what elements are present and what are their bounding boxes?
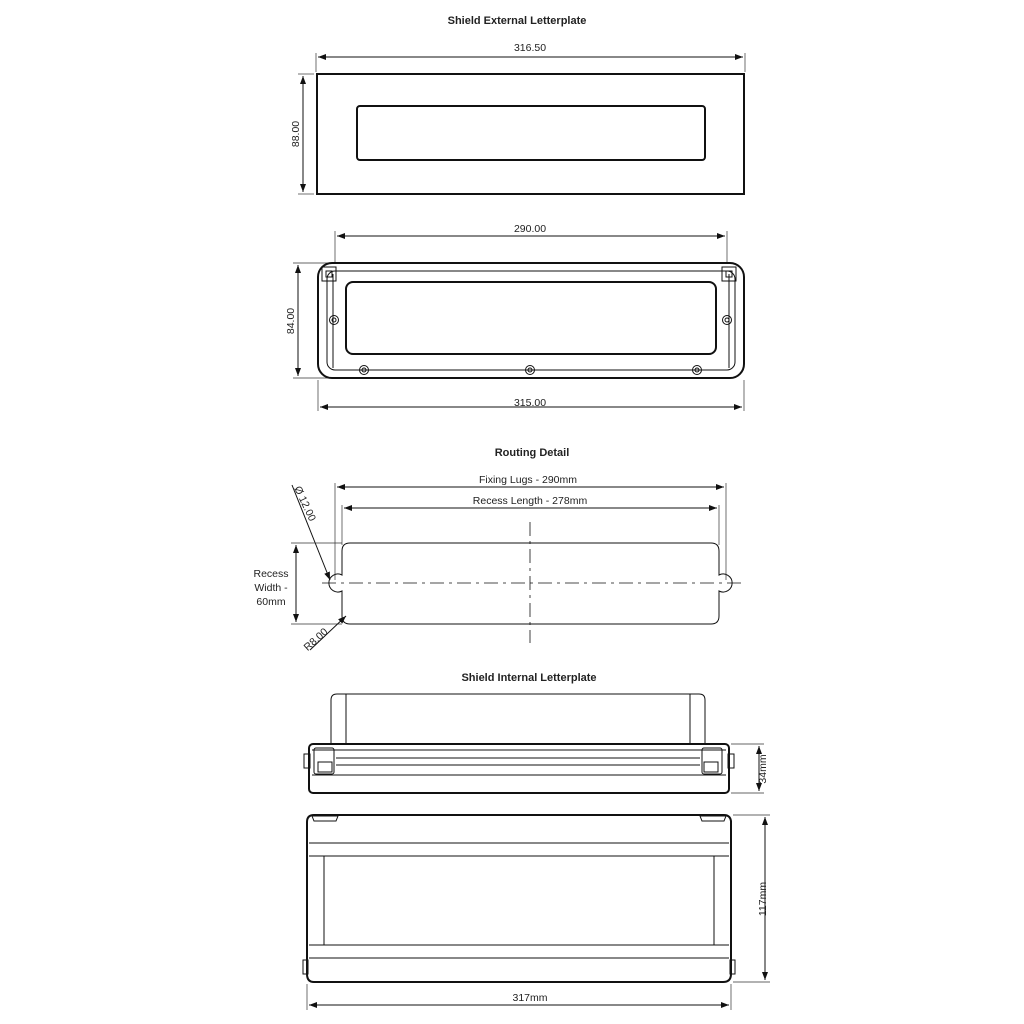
depth-label: 34mm	[757, 754, 769, 784]
screw-right-inner	[725, 318, 729, 322]
back-height-label: 84.00	[285, 307, 297, 335]
external-letterplate-back	[285, 223, 744, 411]
ext-plate-flap	[357, 106, 705, 160]
recess-outline	[329, 543, 732, 624]
side-left-bracket	[314, 748, 334, 774]
recess-length-label: Recess Length - 278mm	[472, 495, 588, 507]
internal-letterplate-front	[303, 815, 770, 1010]
routing-title: Routing Detail	[494, 447, 570, 459]
external-title: Shield External Letterplate	[447, 15, 587, 27]
back-screws	[330, 316, 732, 375]
front-width-label: 317mm	[512, 992, 548, 1004]
radius-label: R8.00	[301, 625, 331, 654]
recess-width-line2: Width -	[254, 582, 288, 594]
screw-right	[723, 316, 732, 325]
recess-width-line3: 60mm	[256, 596, 286, 608]
back-body-outer	[318, 263, 744, 378]
front-height-label: 117mm	[757, 881, 769, 917]
back-body-inner	[327, 271, 735, 370]
back-bottom-width-label: 315.00	[513, 397, 547, 409]
side-right-bracket-inner	[704, 762, 718, 772]
ext-height-label: 88.00	[290, 120, 302, 148]
hood-outline	[331, 694, 705, 744]
front-right-top-lug	[700, 816, 726, 821]
fixing-lugs-label: Fixing Lugs - 290mm	[478, 474, 578, 486]
front-left-top-lug	[312, 816, 338, 821]
internal-title: Shield Internal Letterplate	[461, 672, 597, 684]
ext-plate-outline	[317, 74, 744, 194]
diameter-label: Ø 12.00	[291, 484, 319, 524]
back-top-width-label: 290.00	[513, 223, 547, 235]
internal-side-body	[309, 744, 729, 793]
side-left-bracket-inner	[318, 762, 332, 772]
internal-letterplate-side	[304, 672, 769, 793]
screw-left	[330, 316, 339, 325]
side-right-bracket	[702, 748, 722, 774]
back-flap-opening	[346, 282, 716, 354]
routing-detail	[253, 447, 742, 654]
recess-width-line1: Recess	[253, 568, 289, 580]
ext-width-label: 316.50	[513, 42, 547, 54]
internal-front-body	[307, 815, 731, 982]
external-letterplate-front	[290, 15, 745, 194]
